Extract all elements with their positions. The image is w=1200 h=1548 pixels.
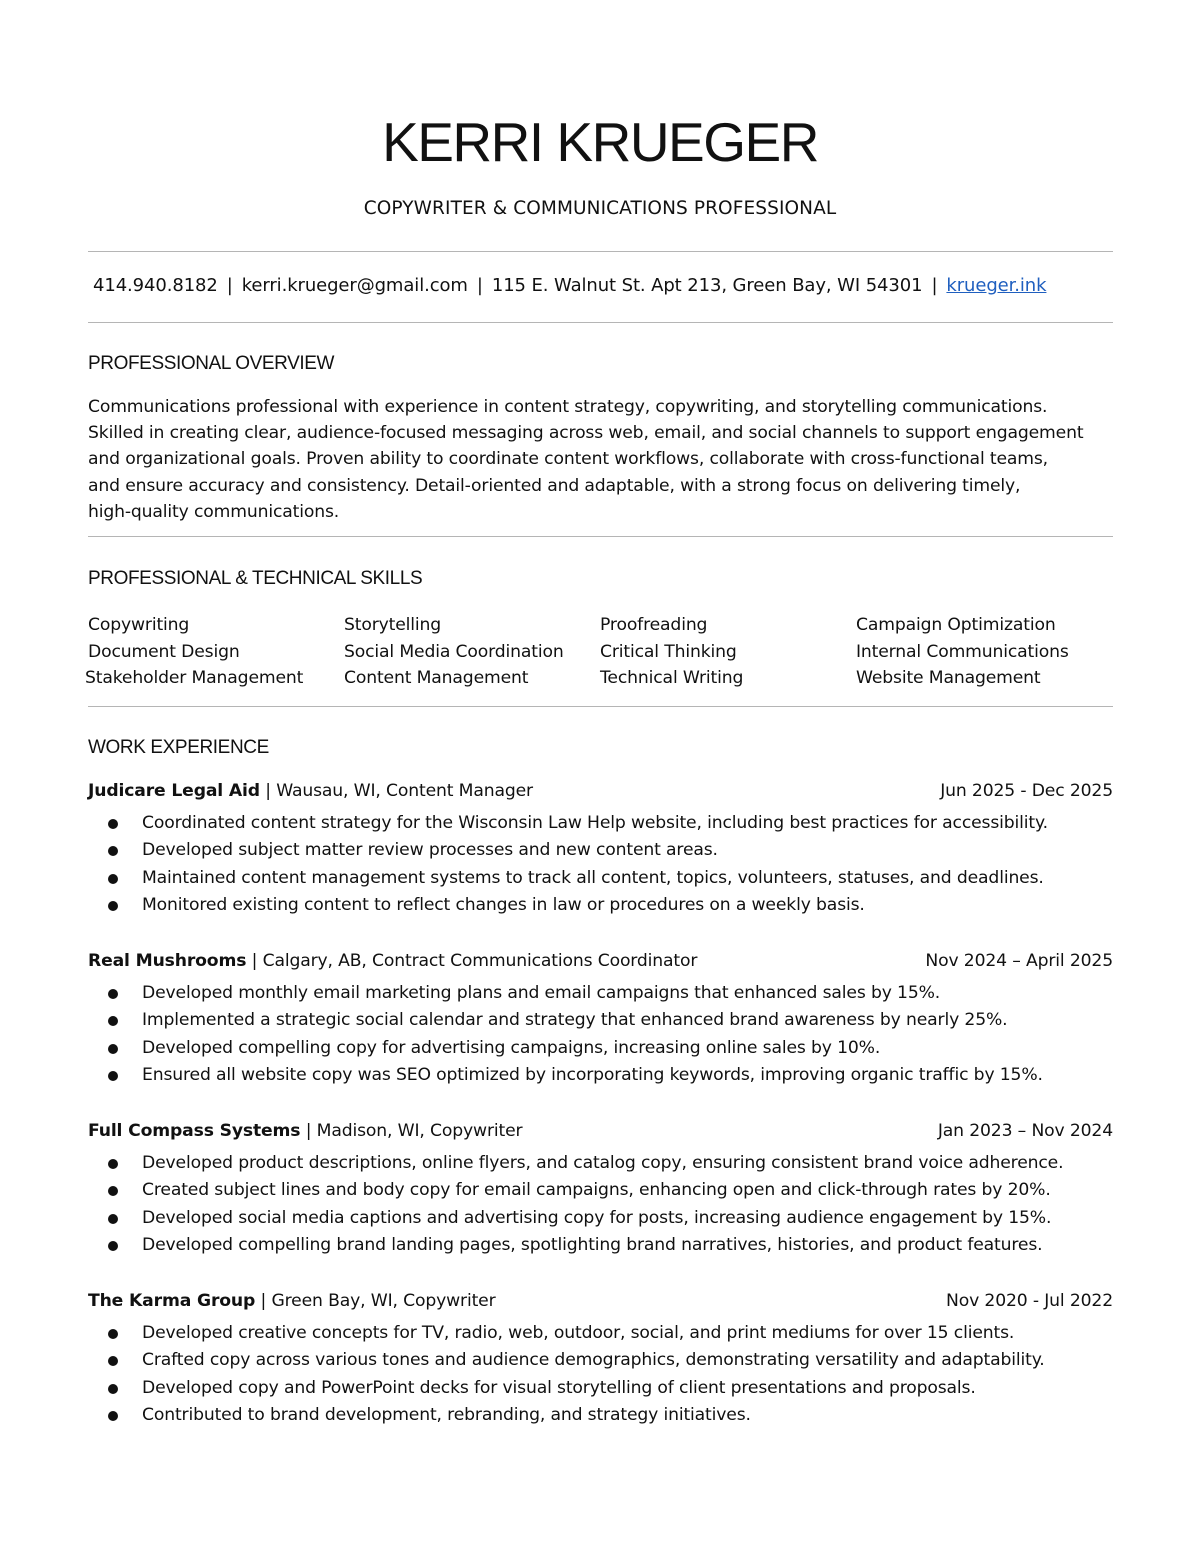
bullet-text: Implemented a strategic social calendar and strategy that enhanced brand awareness by nearly 25%. [142, 1010, 1008, 1031]
overview-heading: PROFESSIONAL OVERVIEW [88, 353, 335, 374]
bullet-text: Crafted copy across various tones and audience demographics, demonstrating versatility and adaptability. [142, 1350, 1045, 1371]
email-address: kerri.krueger@gmail.com [241, 275, 468, 296]
job-header [88, 1118, 1113, 1146]
job-header [88, 948, 1113, 976]
skill-item: Storytelling [344, 615, 442, 635]
bullet-item [88, 1035, 1113, 1062]
bullet-text: Developed compelling brand landing pages, spotlighting brand narratives, histories, and product features. [142, 1235, 1043, 1256]
bullet-icon [108, 1241, 118, 1251]
skill-item: Website Management [856, 668, 1041, 689]
candidate-name: KERRI KRUEGER [382, 111, 818, 173]
divider [88, 251, 1113, 252]
divider [88, 536, 1113, 537]
website-link[interactable]: krueger.ink [946, 275, 1047, 296]
bullet-icon [108, 1044, 118, 1054]
skill-item: Document Design [88, 641, 240, 662]
skill-item: Stakeholder Management [85, 668, 304, 689]
bullet-icon [108, 1071, 118, 1081]
bullet-text: Developed product descriptions, online flyers, and catalog copy, ensuring consistent brand voice adherence. [142, 1153, 1064, 1173]
bullet-icon [108, 1329, 118, 1339]
overview-line: Communications professional with experience in content strategy, copywriting, and storytelling communications. [88, 397, 1048, 417]
job-bullets [88, 980, 1113, 1090]
bullet-item [88, 1007, 1113, 1034]
job-entry [88, 948, 1113, 1090]
bullet-icon [108, 1016, 118, 1026]
bullet-text: Developed compelling copy for advertising campaigns, increasing online sales by 10%. [142, 1037, 881, 1058]
skill-item: Proofreading [600, 615, 708, 635]
company-name: The Karma Group [88, 1291, 256, 1311]
bullet-item [88, 1402, 1113, 1429]
bullet-icon [108, 1214, 118, 1224]
separator: | [931, 275, 938, 296]
separator: | [226, 275, 233, 296]
job-details: | Calgary, AB, Contract Communications Coordinator [251, 951, 698, 971]
bullet-icon [108, 846, 118, 856]
skill-item: Campaign Optimization [856, 615, 1056, 635]
overview-line: and ensure accuracy and consistency. Detail-oriented and adaptable, with a strong focus on delivering timely, [88, 475, 1021, 496]
mailing-address: 115 E. Walnut St. Apt 213, Green Bay, WI 54301 [491, 275, 923, 296]
separator: | [476, 275, 483, 296]
skills-heading: PROFESSIONAL & TECHNICAL SKILLS [88, 568, 423, 589]
bullet-icon [108, 819, 118, 829]
job-details: | Wausau, WI, Content Manager [265, 781, 533, 801]
bullet-text: Developed subject matter review processes and new content areas. [142, 840, 718, 861]
skill-item: Content Management [344, 668, 529, 689]
job-dates: Nov 2024 – April 2025 [925, 951, 1113, 971]
bullet-item [88, 980, 1113, 1007]
divider [88, 706, 1113, 707]
bullet-text: Contributed to brand development, rebranding, and strategy initiatives. [142, 1405, 751, 1426]
skill-item: Critical Thinking [600, 641, 737, 662]
bullet-icon [108, 1159, 118, 1169]
bullet-icon [108, 1411, 118, 1421]
bullet-text: Monitored existing content to reflect changes in law or procedures on a weekly basis. [142, 895, 865, 916]
company-name: Real Mushrooms [88, 951, 247, 971]
bullet-item [88, 1205, 1113, 1232]
job-bullets [88, 1150, 1113, 1260]
bullet-icon [108, 874, 118, 884]
bullet-item [88, 1177, 1113, 1204]
overview-text [88, 394, 1118, 525]
bullet-item [88, 1150, 1113, 1177]
job-dates: Jan 2023 – Nov 2024 [937, 1121, 1113, 1141]
bullet-icon [108, 901, 118, 911]
job-entry [88, 1288, 1113, 1430]
bullet-text: Developed monthly email marketing plans and email campaigns that enhanced sales by 15%. [142, 983, 941, 1003]
bullet-item [88, 1375, 1113, 1402]
overview-line: and organizational goals. Proven ability to coordinate content workflows, collaborate with cross-functional teams, [88, 449, 1048, 470]
bullet-text: Developed creative concepts for TV, radio, web, outdoor, social, and print mediums for over 15 clients. [142, 1323, 1015, 1343]
skill-item: Internal Communications [856, 641, 1069, 662]
company-name: Full Compass Systems [88, 1121, 301, 1141]
skill-item: Copywriting [88, 615, 190, 635]
candidate-title: COPYWRITER & COMMUNICATIONS PROFESSIONAL [363, 198, 837, 219]
bullet-icon [108, 1384, 118, 1394]
bullet-text: Ensured all website copy was SEO optimized by incorporating keywords, improving organic traffic by 15%. [142, 1065, 1043, 1086]
job-entry [88, 1118, 1113, 1260]
job-bullets [88, 810, 1113, 920]
phone-number: 414.940.8182 [93, 275, 218, 296]
bullet-item [88, 810, 1113, 837]
bullet-item [88, 1232, 1113, 1259]
bullet-text: Developed copy and PowerPoint decks for visual storytelling of client presentations and proposals. [142, 1377, 976, 1398]
overview-line: Skilled in creating clear, audience-focused messaging across web, email, and social channels to support engagement [88, 423, 1084, 444]
bullet-text: Coordinated content strategy for the Wisconsin Law Help website, including best practices for accessibility. [142, 813, 1048, 833]
bullet-text: Developed social media captions and advertising copy for posts, increasing audience engagement by 15%. [142, 1207, 1052, 1228]
job-details: | Green Bay, WI, Copywriter [260, 1291, 496, 1311]
job-details: | Madison, WI, Copywriter [305, 1121, 523, 1141]
job-header [88, 1288, 1113, 1316]
bullet-item [88, 837, 1113, 864]
bullet-item [88, 892, 1113, 919]
job-header [88, 778, 1113, 806]
divider [88, 322, 1113, 323]
bullet-icon [108, 1186, 118, 1196]
job-entry [88, 778, 1113, 920]
bullet-item [88, 1062, 1113, 1089]
skill-item: Social Media Coordination [344, 641, 564, 662]
skill-item: Technical Writing [600, 668, 744, 689]
bullet-item [88, 1320, 1113, 1347]
contact-line [93, 273, 1113, 299]
skills-grid [85, 612, 1113, 692]
job-bullets [88, 1320, 1113, 1430]
experience-heading: WORK EXPERIENCE [88, 737, 269, 758]
job-dates: Jun 2025 - Dec 2025 [940, 781, 1113, 801]
bullet-text: Maintained content management systems to track all content, topics, volunteers, statuses, and deadlines. [142, 867, 1044, 888]
overview-line: high-quality communications. [88, 501, 340, 522]
job-dates: Nov 2020 - Jul 2022 [946, 1291, 1113, 1311]
bullet-icon [108, 1356, 118, 1366]
bullet-item [88, 865, 1113, 892]
company-name: Judicare Legal Aid [88, 781, 260, 801]
bullet-item [88, 1347, 1113, 1374]
bullet-icon [108, 989, 118, 999]
bullet-text: Created subject lines and body copy for email campaigns, enhancing open and click-through rates by 20%. [142, 1180, 1051, 1201]
